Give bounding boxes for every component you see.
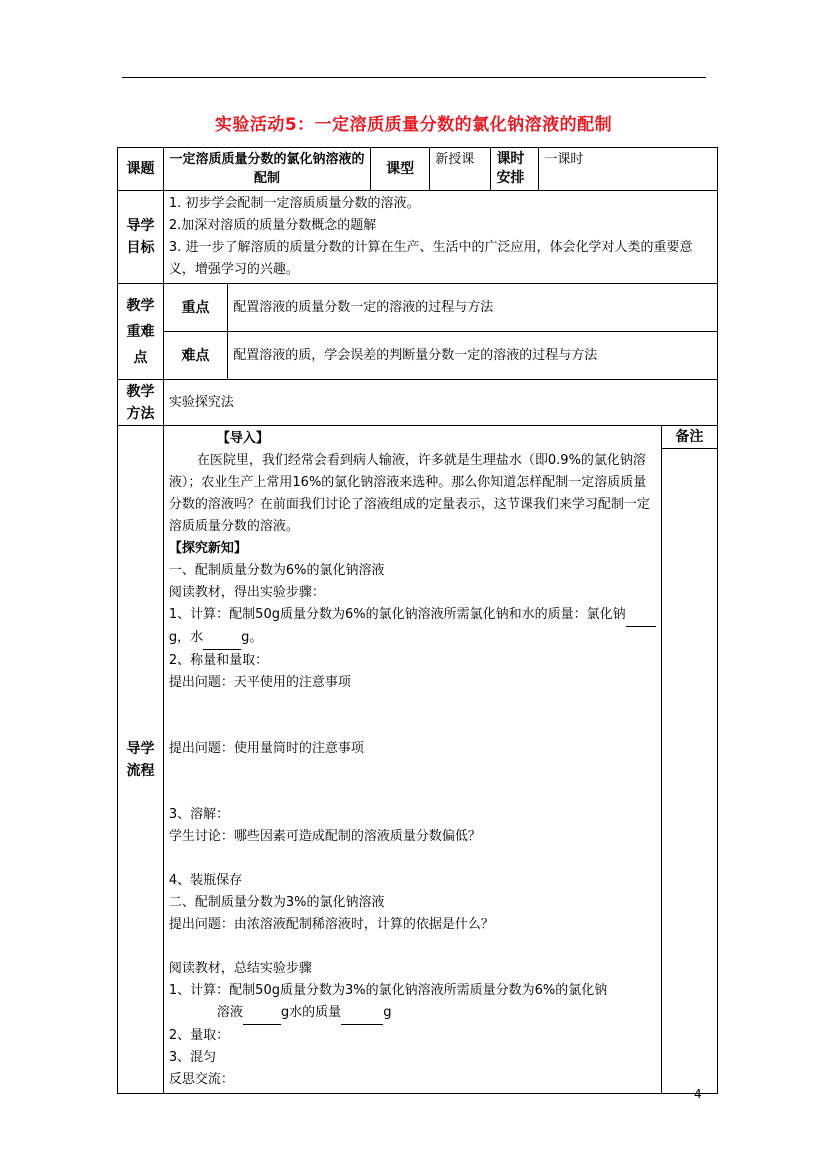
objective-item: 1. 初步学会配制一定溶质质量分数的溶液。 bbox=[168, 196, 420, 211]
topic-value: 一定溶质质量分数的氯化钠溶液的配制 bbox=[163, 148, 370, 191]
intro-heading: 【导入】 bbox=[216, 431, 269, 446]
schedule-value: 一课时 bbox=[539, 148, 718, 191]
part2-title: 二、配制质量分数为3%的氯化钠溶液 bbox=[168, 895, 385, 910]
question-cylinder: 提出问题：使用量筒时的注意事项 bbox=[168, 741, 364, 756]
document-title: 实验活动5：一定溶质质量分数的氯化钠溶液的配制 bbox=[214, 115, 613, 135]
objective-item: 3. 进一步了解溶质的质量分数的计算在生产、生活中的广泛应用，体会化学对人类的重要意义，增强学习的兴趣。 bbox=[168, 240, 693, 277]
part2-step2: 2、量取： bbox=[168, 1028, 230, 1043]
part1-read: 阅读教材，得出实验步骤： bbox=[168, 585, 325, 600]
step4-store: 4、装瓶保存 bbox=[168, 873, 243, 888]
step3-dissolve: 3、溶解： bbox=[168, 807, 230, 822]
intro-text: 在医院里，我们经常会看到病人输液，许多就是生理盐水（即0.9%的氯化钠溶液）；农业生产上常用16%的氯化钠溶液来选种。那么你知道怎样配制一定溶质质量分数的溶液吗？在前面我们讨论了溶液组成的定量表示，这节课我们来学习配制一定溶质质量分数的溶液。 bbox=[168, 453, 650, 534]
part2-step1: 1、计算：配制50g质量分数为3%的氯化钠溶液所需质量分数为6%的氯化钠 bbox=[168, 983, 608, 998]
header-rule bbox=[122, 77, 706, 78]
objectives-label: 导学目标 bbox=[118, 191, 164, 284]
notes-label: 备注 bbox=[662, 426, 717, 449]
objective-item: 2.加深对溶质的质量分数概念的题解 bbox=[168, 218, 377, 233]
key-points-label: 教学重难点 bbox=[118, 284, 164, 380]
solution-mass-blank[interactable] bbox=[243, 1002, 281, 1025]
schedule-label: 课时安排 bbox=[491, 148, 539, 191]
difficulty-text: 配置溶液的质，学会误差的判断量分数一定的溶液的过程与方法 bbox=[228, 332, 718, 380]
step1-text-a: 1、计算：配制50g质量分数为6%的氯化钠溶液所需氯化钠和水的质量：氯化钠 bbox=[168, 607, 626, 622]
topic-label: 课题 bbox=[118, 148, 164, 191]
type-label: 课型 bbox=[371, 148, 430, 191]
difficulty-label: 难点 bbox=[163, 332, 227, 380]
discussion: 学生讨论：哪些因素可造成配制的溶液质量分数偏低？ bbox=[168, 829, 481, 844]
lesson-plan-table bbox=[117, 147, 718, 1094]
part2-step1-blanks: 溶液 g水的质量 g bbox=[169, 1002, 656, 1025]
process-content bbox=[163, 426, 661, 1094]
question-dilution: 提出问题：由浓溶液配制稀溶液时，计算的依据是什么？ bbox=[168, 917, 494, 932]
step1-text-b: g，水 bbox=[168, 630, 204, 645]
step1-text-c: g。 bbox=[241, 630, 263, 645]
water-mass-blank-2[interactable] bbox=[341, 1002, 383, 1025]
process-label: 导学流程 bbox=[118, 426, 164, 1094]
nacl-mass-blank[interactable] bbox=[626, 604, 656, 627]
type-value: 新授课 bbox=[430, 148, 491, 191]
step1-calc bbox=[169, 604, 656, 650]
question-balance: 提出问题：天平使用的注意事项 bbox=[168, 675, 351, 690]
part2-step3: 3、混匀 bbox=[168, 1050, 217, 1065]
part2-read: 阅读教材，总结实验步骤 bbox=[168, 961, 312, 976]
step2-weigh: 2、称量和量取： bbox=[168, 653, 269, 668]
notes-column bbox=[661, 426, 717, 1094]
part1-title: 一、配制质量分数为6%的氯化钠溶液 bbox=[168, 563, 385, 578]
method-text: 实验探究法 bbox=[163, 380, 717, 426]
explore-heading: 【探究新知】 bbox=[168, 541, 247, 556]
reflection: 反思交流： bbox=[168, 1072, 234, 1087]
page-number: 4 bbox=[694, 1087, 702, 1101]
focus-label: 重点 bbox=[163, 284, 227, 332]
focus-text: 配置溶液的质量分数一定的溶液的过程与方法 bbox=[228, 284, 718, 332]
water-mass-blank[interactable] bbox=[203, 627, 241, 650]
objectives-content bbox=[163, 191, 717, 284]
method-label: 教学方法 bbox=[118, 380, 164, 426]
